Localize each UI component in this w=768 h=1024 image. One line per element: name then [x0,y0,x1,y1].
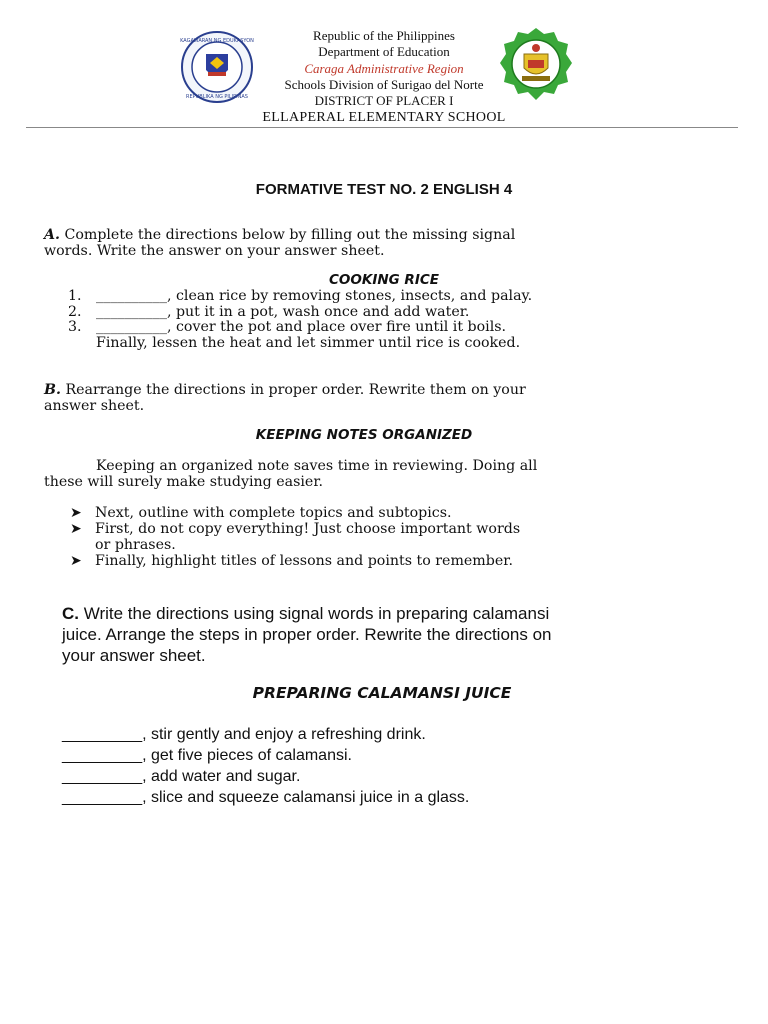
header-divider [26,127,738,128]
header-district: DISTRICT OF PLACER I [314,93,454,108]
header-region: Caraga Administrative Region [304,61,464,76]
part-a-instructions: A. Complete the directions below by filling out the missing signal words. Write the answer on your answer sheet. [44,227,516,259]
calamansi-heading: PREPARING CALAMANSI JUICE [252,684,512,702]
arrow-bullet-icon: ➤ [70,521,82,537]
part-a-letter: A. [44,227,60,243]
list-item: 1. __________, clean rice by removing stones, insects, and palay. [68,288,533,304]
list-item: 3. __________, cover the pot and place over fire until it boils. [68,319,507,335]
part-c-letter: C. [62,604,79,623]
part-c-instructions: C. Write the directions using signal words in preparing calamansi juice. Arrange the steps in proper order. Rewrite the directions on your answer sheet. [62,604,552,665]
keeping-notes-heading: KEEPING NOTES ORGANIZED [255,427,473,443]
list-item: _________, slice and squeeze calamansi juice in a glass. [62,789,470,806]
svg-text:KAGAWARAN NG EDUKASYON: KAGAWARAN NG EDUKASYON [180,38,254,44]
keeping-notes-intro: Keeping an organized note saves time in reviewing. Doing all these will surely make studying easier. [44,458,538,490]
cooking-rice-closing: Finally, lessen the heat and let simmer until rice is cooked. [96,334,521,351]
arrow-bullet-icon: ➤ [70,553,82,569]
calamansi-list [62,724,469,808]
list-item: ➤ First, do not copy everything! Just choose important words or phrases. [70,521,521,553]
part-b-letter: B. [44,382,61,398]
list-item: _________, add water and sugar. [62,768,301,785]
keeping-notes-bullets [70,505,520,569]
header-school-name: ELLAPERAL ELEMENTARY SCHOOL [262,110,506,125]
header-department: Department of Education [318,44,450,59]
header-division: Schools Division of Surigao del Norte [284,77,484,92]
list-item: _________, get five pieces of calamansi. [62,747,352,764]
part-b-instructions: B. Rearrange the directions in proper order. Rewrite them on your answer sheet. [44,382,526,414]
cooking-rice-list [68,289,532,351]
list-item: 2. __________, put it in a pot, wash once and add water. [68,303,470,320]
header-republic: Republic of the Philippines [313,28,455,43]
list-item: ➤ Finally, highlight titles of lessons and points to remember. [70,553,513,569]
list-item: ➤ Next, outline with complete topics and subtopics. [70,505,452,521]
list-item: _________, stir gently and enjoy a refreshing drink. [62,726,426,743]
cooking-rice-heading: COOKING RICE [329,272,439,288]
svg-text:REPUBLIKA NG PILIPINAS: REPUBLIKA NG PILIPINAS [186,94,248,100]
arrow-bullet-icon: ➤ [70,505,82,521]
test-title: FORMATIVE TEST NO. 2 ENGLISH 4 [255,181,513,198]
